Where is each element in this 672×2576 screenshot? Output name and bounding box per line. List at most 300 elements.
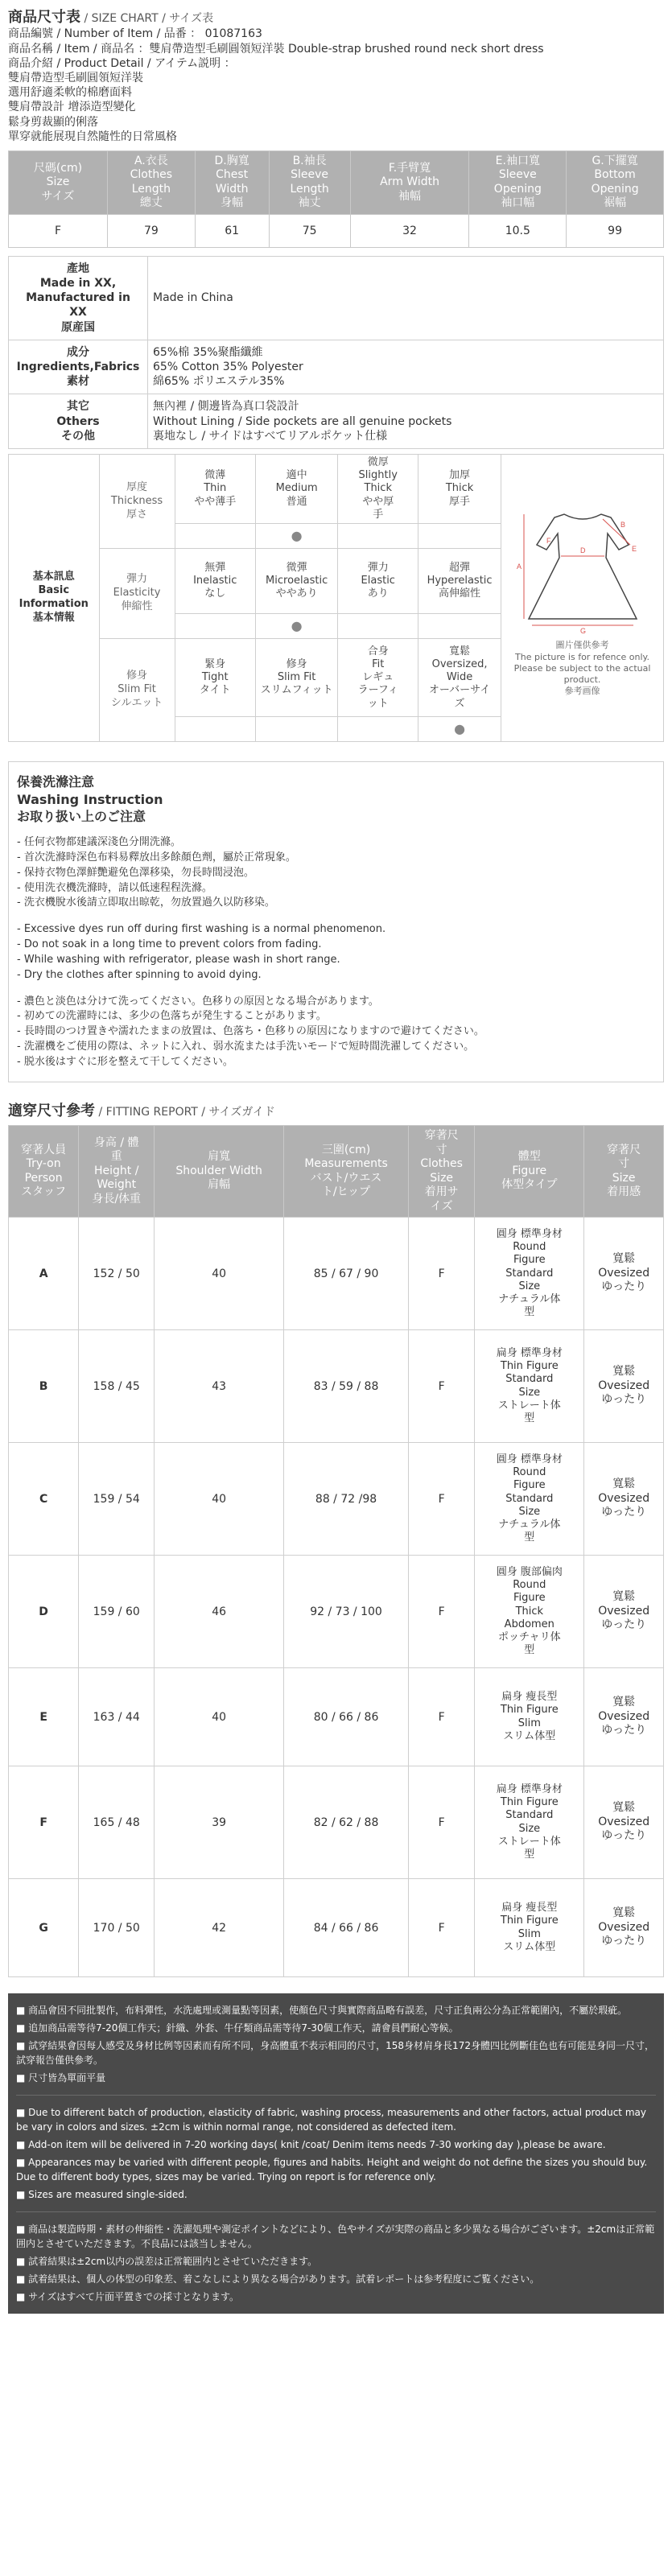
fit-option-line: ズ [454, 697, 465, 710]
fitting-row [9, 1556, 664, 1668]
wear-line: 寬鬆 [612, 1252, 636, 1266]
info-line: 雙肩帶造型毛刷圓領短洋裝 [8, 71, 143, 84]
fitting-cell-hw: 159 / 54 [79, 1443, 155, 1556]
fitting-cell-meas: 84 / 66 / 86 [284, 1879, 409, 1977]
fit-row-label [99, 549, 175, 639]
svg-text:F: F [546, 537, 551, 546]
figure-line: 圓身 標準身材 [496, 1227, 563, 1240]
fit-label-line: 彈力 [126, 573, 148, 586]
fitting-col-header [475, 1126, 584, 1218]
figure-line: ストレート体 [497, 1835, 561, 1848]
fit-label-line: シルエット [110, 697, 163, 710]
wear-line: 寬鬆 [612, 1801, 636, 1815]
fitting-cell-size: F [409, 1443, 475, 1556]
fit-option-line: Thick [445, 482, 474, 495]
fitting-row [9, 1218, 664, 1330]
fit-option-line: なし [204, 587, 226, 600]
fitting-report-heading [8, 1102, 664, 1120]
fit-option [255, 639, 338, 717]
wear-line: ゆったり [601, 1829, 647, 1843]
note-item: ■ Appearances may be varied with different people, figures and habits. Height and weight do not define the sizes you should buy. Due to different body types, sizes may be varied. Trying on report is for reference only. [16, 2157, 648, 2183]
header-line: 体型タイプ [501, 1178, 558, 1192]
fit-option [418, 639, 501, 717]
fit-option-line: 加厚 [449, 469, 471, 482]
selected-dot-icon: ● [255, 524, 338, 549]
fit-option-line: Medium [275, 482, 318, 495]
figure-line: Standard [505, 1267, 554, 1280]
figure-line: Round [513, 1466, 546, 1479]
washing-item: - 保持衣物色澤鮮艷避免色澤移染，勿長時間浸泡。 [17, 866, 254, 879]
header-line: 總丈 [139, 196, 163, 210]
fit-option [338, 454, 418, 523]
empty-dot-cell [418, 524, 501, 549]
info-line: 商品介紹 / Product Detail / アイテム説明 ： [8, 56, 236, 70]
figure-line: ストレート体 [497, 1399, 561, 1412]
fitting-cell-shoulder: 42 [155, 1879, 284, 1977]
fit-label-line: Elasticity [113, 587, 161, 600]
fitting-cell-person: A [9, 1218, 79, 1330]
fitting-cell-figure [475, 1879, 584, 1977]
header-line: Length [131, 182, 171, 196]
info-line: 單穿就能展現自然隨性的日常風格 [8, 130, 177, 143]
fit-option [418, 549, 501, 614]
header-line: B.袖長 [292, 154, 327, 167]
product-info-table [8, 256, 664, 449]
header-line: 穿著尺 [607, 1143, 641, 1156]
header-line: 肩幅 [208, 1178, 231, 1192]
size-cell: 75 [269, 214, 350, 247]
size-cell: F [9, 214, 108, 247]
header-line: Measurements [304, 1157, 388, 1171]
note-item: ■ Sizes are measured single-sided. [16, 2189, 188, 2201]
figure-line: Standard [505, 1492, 554, 1505]
fit-option-line: 手 [373, 508, 384, 521]
wear-line: ゆったり [601, 1393, 647, 1407]
figure-line: Figure [513, 1479, 546, 1492]
wear-line: 寬鬆 [612, 1696, 636, 1709]
size-cell: 10.5 [469, 214, 567, 247]
header-line: E.袖口寬 [495, 154, 540, 167]
fitting-cell-person: G [9, 1879, 79, 1977]
header-line: D.胸寬 [214, 154, 249, 167]
fit-option-line: 微薄 [204, 469, 226, 482]
washing-item: - 濃色と淡色は分けて洗ってください。色移りの原因となる場合があります。 [17, 995, 379, 1008]
fit-option [175, 454, 255, 523]
figure-line: 圓身 標準身材 [496, 1453, 563, 1465]
fitting-cell-hw: 159 / 60 [79, 1556, 155, 1668]
header-line: Opening [493, 182, 542, 196]
value-line: 無內裡 / 側邊皆為真口袋設計 [153, 400, 299, 414]
fitting-cell-wear [584, 1766, 664, 1879]
fitting-cell-meas: 83 / 59 / 88 [284, 1330, 409, 1443]
washing-item: - While washing with refrigerator, please wash in short range. [17, 953, 340, 966]
fitting-cell-figure [475, 1218, 584, 1330]
fitting-report-table [8, 1125, 664, 1977]
fit-label-line: Thickness [110, 494, 163, 507]
fit-option-line: Thin [204, 482, 227, 495]
size-col-header [269, 150, 350, 214]
value-line: Made in China [153, 291, 233, 305]
size-col-header [350, 150, 469, 214]
notes-divider [16, 2211, 656, 2212]
fitting-cell-meas: 88 / 72 /98 [284, 1443, 409, 1556]
figure-line: Thick [515, 1605, 544, 1618]
svg-text:A: A [516, 563, 522, 571]
fit-option-line: Microelastic [266, 575, 328, 587]
header-line: Clothes [130, 168, 173, 182]
note-item: ■ Due to different batch of production, elasticity of fabric, washing process, measurements and other factors, actual product may be vary in colors and sizes. ±2cm is within normal range, not considered as defected item. [16, 2107, 646, 2133]
fit-label-line: 伸縮性 [121, 600, 153, 613]
category-line: 基本訊息 [32, 571, 75, 583]
fit-option-line: 彈力 [367, 561, 389, 574]
figure-line: スリム体型 [503, 1729, 556, 1742]
header-line: Width [215, 182, 249, 196]
header-line: 裾幅 [604, 196, 627, 210]
fitting-report-subtitle: / FITTING REPORT / サイズガイド [98, 1105, 275, 1119]
wear-line: Ovesized [598, 1604, 650, 1618]
figure-line: Round [513, 1241, 546, 1254]
fitting-row [9, 1443, 664, 1556]
category-line: Basic [38, 584, 70, 597]
info-line: 雙肩帶設計 增添造型變化 [8, 101, 136, 114]
figure-line: ナチュラル体 [498, 1293, 561, 1306]
fitting-cell-person: E [9, 1668, 79, 1766]
header-line: Arm Width [380, 175, 439, 189]
product-info-label [9, 340, 148, 394]
fitting-cell-wear [584, 1879, 664, 1977]
washing-item: - 洗濯機をご使用の際は、ネットに入れ、弱水流または手洗いモードで短時間洗濯してください。 [17, 1041, 475, 1053]
note-item: ■ Add-on item will be delivered in 7-20 working days( knit /coat/ Denim items needs 7-30 working day ),please be aware. [16, 2139, 606, 2151]
fit-option-line: Slightly [358, 469, 398, 482]
figure-line: 型 [524, 1531, 535, 1544]
figure-line: 扁身 瘦長型 [501, 1691, 558, 1704]
figure-line: Slim [517, 1717, 541, 1729]
info-line: 商品名稱 / Item / 商品名 ：雙肩帶造型毛刷圓領短洋裝 Double-strap brushed round neck short dress [8, 42, 544, 56]
fit-option-line: 普通 [286, 495, 307, 508]
header-line: Length [290, 182, 329, 196]
fit-option-line: あり [367, 587, 389, 600]
header-line: A.衣長 [134, 154, 168, 167]
fit-option-line: レギュ [362, 671, 394, 684]
figure-line: 型 [524, 1306, 535, 1319]
fit-option-line: オーバーサイ [428, 684, 491, 697]
fitting-cell-person: B [9, 1330, 79, 1443]
header-line: Weight [97, 1178, 137, 1192]
header-line: F.手臂寬 [388, 161, 431, 175]
fit-option-line: Inelastic [193, 575, 237, 587]
fit-option-line: 厚手 [449, 495, 471, 508]
wear-line: ゆったり [601, 1506, 647, 1519]
fit-option-line: 高伸縮性 [439, 587, 481, 600]
wear-line: 寬鬆 [612, 1906, 636, 1920]
category-line: Information [19, 598, 89, 611]
size-chart-subtitle: / SIZE CHART / サイズ表 [84, 12, 214, 25]
fitting-cell-hw: 165 / 48 [79, 1766, 155, 1879]
info-line: 商品編號 / Number of Item / 品番 ： 01087163 [8, 27, 262, 41]
header-line: Bottom [594, 168, 636, 182]
fitting-cell-hw: 158 / 45 [79, 1330, 155, 1443]
header-line: バスト/ウエス [310, 1171, 382, 1185]
fitting-col-header [284, 1126, 409, 1218]
fitting-cell-hw: 163 / 44 [79, 1668, 155, 1766]
fit-row-label [99, 454, 175, 548]
fit-option-line: Elastic [361, 575, 395, 587]
figure-line: Size [518, 1822, 541, 1835]
empty-dot-cell [175, 614, 255, 639]
fitting-cell-size: F [409, 1766, 475, 1879]
product-info-value [148, 340, 664, 394]
fit-label-line: 厚度 [126, 480, 148, 493]
figure-line: Slim [517, 1927, 541, 1940]
fit-option-line: ラーフィ [357, 684, 398, 697]
fit-option-line: Thick [364, 482, 392, 495]
page-root [8, 8, 664, 2314]
washing-item: - 任何衣物都建議深淺色分開洗滌。 [17, 835, 181, 848]
figure-line: スリム体型 [503, 1940, 556, 1953]
fit-option-line: 超彈 [449, 561, 471, 574]
value-line: 65% Cotton 35% Polyester [153, 361, 303, 374]
fit-label-line: 修身 [126, 670, 148, 682]
diagram-note-line: product. [563, 674, 601, 686]
fit-option-line: 微厚 [367, 455, 389, 468]
fit-option-line: スリムフィット [260, 684, 333, 697]
label-line: その他 [61, 429, 95, 443]
fit-option-line: Slim Fit [277, 671, 316, 684]
wear-line: ゆったり [601, 1935, 647, 1948]
fit-option [175, 639, 255, 717]
fit-option-line: 緊身 [204, 657, 226, 670]
header-line: イズ [430, 1199, 453, 1213]
label-line: 其它 [67, 400, 89, 414]
fitting-row [9, 1668, 664, 1766]
label-line: Ingredients,Fabrics [16, 361, 140, 374]
label-line: 產地 [67, 262, 89, 275]
fitting-cell-wear [584, 1556, 664, 1668]
dress-diagram-icon [514, 498, 651, 635]
fitting-cell-meas: 80 / 66 / 86 [284, 1668, 409, 1766]
fit-option-line: やや厚 [362, 495, 394, 508]
fit-option [418, 454, 501, 523]
wear-line: 寬鬆 [612, 1478, 636, 1491]
empty-dot-cell [338, 614, 418, 639]
header-line: 肩寬 [208, 1150, 231, 1164]
figure-line: Figure [513, 1254, 546, 1267]
diagram-note-line: The picture is for refence only. [515, 651, 649, 662]
fitting-cell-shoulder: 40 [155, 1443, 284, 1556]
value-line: 65%棉 35%聚酯纖維 [153, 345, 263, 359]
garment-diagram [501, 454, 664, 741]
fit-label-line: 厚さ [126, 508, 148, 521]
fitting-report-title: 適穿尺寸參考 [8, 1102, 95, 1119]
header-line: 着用感 [607, 1185, 641, 1199]
fit-row-label [99, 639, 175, 742]
wear-line: ゆったり [601, 1280, 647, 1294]
fitting-cell-shoulder: 40 [155, 1218, 284, 1330]
fit-option-line: 合身 [367, 645, 389, 657]
diagram-note-line: Please be subject to the actual [513, 662, 651, 674]
washing-list [17, 835, 655, 1070]
value-line: 裏地なし / サイドはすべてリアルポケット仕様 [153, 429, 388, 443]
info-line: 選用舒適柔軟的棉磨面料 [8, 86, 132, 100]
fitting-cell-meas: 82 / 62 / 88 [284, 1766, 409, 1879]
fit-option-line: Hyperelastic [427, 575, 493, 587]
fitting-cell-meas: 85 / 67 / 90 [284, 1218, 409, 1330]
header-line: G.下擺寬 [592, 154, 638, 167]
washing-title-line: Washing Instruction [17, 791, 163, 807]
fit-option [175, 549, 255, 614]
header-line: 三圍(cm) [321, 1143, 371, 1156]
empty-dot-cell [255, 717, 338, 742]
fit-option-line: ット [367, 697, 389, 710]
size-cell: 99 [567, 214, 664, 247]
header-line: Clothes [420, 1157, 463, 1171]
empty-dot-cell [175, 524, 255, 549]
header-line: 穿著尺 [424, 1129, 459, 1143]
size-chart-title: 商品尺寸表 [8, 9, 80, 26]
fitting-cell-shoulder: 39 [155, 1766, 284, 1879]
product-info-row [9, 394, 664, 449]
figure-line: 扁身 標準身材 [496, 1783, 563, 1795]
fit-option-line: 無彈 [204, 561, 226, 574]
fitting-row [9, 1330, 664, 1443]
header-line: Figure [512, 1164, 547, 1177]
fit-option-line: Oversized, [431, 657, 488, 670]
washing-instruction-box [8, 761, 664, 1082]
fit-option [338, 549, 418, 614]
fit-option-line: 修身 [286, 657, 307, 670]
figure-line: Size [518, 1386, 541, 1399]
figure-line: Thin Figure [500, 1360, 559, 1373]
washing-gap [17, 911, 655, 922]
header-line: Size [46, 175, 70, 189]
figure-line: 圓身 腹部偏肉 [496, 1565, 563, 1578]
note-item: ■ 商品は製造時期・素材の伸縮性・洗濯処理や測定ポイントなどにより、色やサイズが実際の商品と多少異なる場合がございます。±2cmは正常範囲内とさせていただきます。不良品には該当しません。 [16, 2224, 655, 2250]
size-col-header [567, 150, 664, 214]
fit-option-line: Wide [446, 671, 473, 684]
figure-line: 型 [524, 1412, 535, 1425]
fitting-cell-figure [475, 1443, 584, 1556]
header-line: Chest [216, 168, 249, 182]
figure-line: Thin Figure [500, 1914, 559, 1927]
fit-option-line: Fit [372, 657, 385, 670]
figure-line: Standard [505, 1373, 554, 1386]
svg-text:D: D [579, 546, 586, 555]
diagram-note-line: 圖片僅供參考 [555, 640, 609, 651]
fit-option [255, 549, 338, 614]
size-cell: 61 [195, 214, 269, 247]
svg-text:B: B [620, 521, 625, 530]
wear-line: 寬鬆 [612, 1590, 636, 1604]
fitting-cell-wear [584, 1443, 664, 1556]
fitting-cell-person: F [9, 1766, 79, 1879]
header-line: サイズ [41, 189, 75, 203]
fitting-cell-meas: 92 / 73 / 100 [284, 1556, 409, 1668]
figure-line: 扁身 標準身材 [496, 1346, 563, 1359]
figure-line: Size [518, 1505, 541, 1518]
header-line: Shoulder Width [175, 1164, 262, 1177]
fitting-cell-person: C [9, 1443, 79, 1556]
header-line: Sleeve [291, 168, 329, 182]
label-line: 素材 [67, 375, 89, 389]
header-line: 着用サ [424, 1185, 459, 1199]
selected-dot-icon: ● [418, 717, 501, 742]
header-line: 身幅 [221, 196, 244, 210]
figure-line: 型 [524, 1644, 535, 1657]
fit-info-table [8, 454, 664, 742]
product-info-row [9, 340, 664, 394]
header-line: 寸 [618, 1157, 630, 1171]
header-line: 袖丈 [298, 196, 321, 210]
figure-line: Standard [505, 1809, 554, 1822]
header-line: Opening [591, 182, 639, 196]
label-line: XX [69, 306, 87, 319]
value-line: 綿65% ポリエステル35% [153, 375, 285, 389]
label-line: 成分 [67, 345, 89, 359]
washing-item: - 長時間のつけ置きや濡れたままの放置は、色落ち・色移りの原因になりますので避けてください。 [17, 1025, 484, 1038]
fit-option-line: 適中 [286, 469, 307, 482]
header-line: 寸 [435, 1143, 447, 1156]
washing-item: - Dry the clothes after spinning to avoid dying. [17, 968, 262, 981]
notes-panel [8, 1993, 664, 2314]
figure-line: ナチュラル体 [498, 1519, 561, 1531]
fit-option-line: やや薄手 [194, 495, 237, 508]
fit-option-line: 寬鬆 [449, 645, 471, 657]
header-line: 袖幅 [398, 189, 422, 203]
note-item: ■ サイズはすべて片面平置きでの採寸となります。 [16, 2291, 239, 2303]
label-line: 原産国 [61, 320, 95, 334]
fitting-cell-size: F [409, 1330, 475, 1443]
header-line: 身高 / 體 [93, 1136, 139, 1149]
fitting-cell-figure [475, 1668, 584, 1766]
fitting-col-header [79, 1126, 155, 1218]
size-cell: 79 [107, 214, 195, 247]
header-line: Person [24, 1171, 63, 1185]
label-line: Others [56, 414, 100, 428]
fitting-col-header [584, 1126, 664, 1218]
fitting-cell-figure [475, 1330, 584, 1443]
fitting-cell-wear [584, 1330, 664, 1443]
product-info-value [148, 256, 664, 340]
value-line: Without Lining / Side pockets are all genuine pockets [153, 414, 452, 428]
fitting-cell-shoulder: 46 [155, 1556, 284, 1668]
washing-item: - 脱水後はすぐに形を整えて干してください。 [17, 1055, 233, 1068]
wear-line: ゆったり [601, 1724, 647, 1737]
washing-item: - Do not soak in a long time to prevent colors from fading. [17, 938, 322, 951]
header-line: 尺碼(cm) [33, 161, 83, 175]
fitting-cell-size: F [409, 1556, 475, 1668]
fitting-cell-person: D [9, 1556, 79, 1668]
figure-line: 扁身 瘦長型 [501, 1902, 558, 1914]
info-line: 鬆身剪裁顯的俐落 [8, 115, 98, 129]
product-description [8, 27, 664, 144]
size-cell: 32 [350, 214, 469, 247]
washing-title-line: お取り扱い上のご注意 [17, 809, 146, 825]
diagram-note-line: 參考画像 [564, 686, 600, 697]
wear-line: 寬鬆 [612, 1365, 636, 1379]
washing-item: - Excessive dyes run off during first washing is a normal phenomenon. [17, 923, 386, 936]
size-chart-heading [8, 8, 664, 27]
fitting-col-header [155, 1126, 284, 1218]
wear-line: Ovesized [598, 1491, 650, 1505]
header-line: Size [612, 1171, 636, 1185]
washing-title [17, 773, 655, 826]
product-info-label [9, 256, 148, 340]
svg-text:E: E [631, 545, 637, 554]
header-line: ト/ヒップ [321, 1185, 371, 1199]
wear-line: Ovesized [598, 1815, 650, 1828]
size-col-header [195, 150, 269, 214]
header-line: 穿著人員 [21, 1143, 67, 1156]
